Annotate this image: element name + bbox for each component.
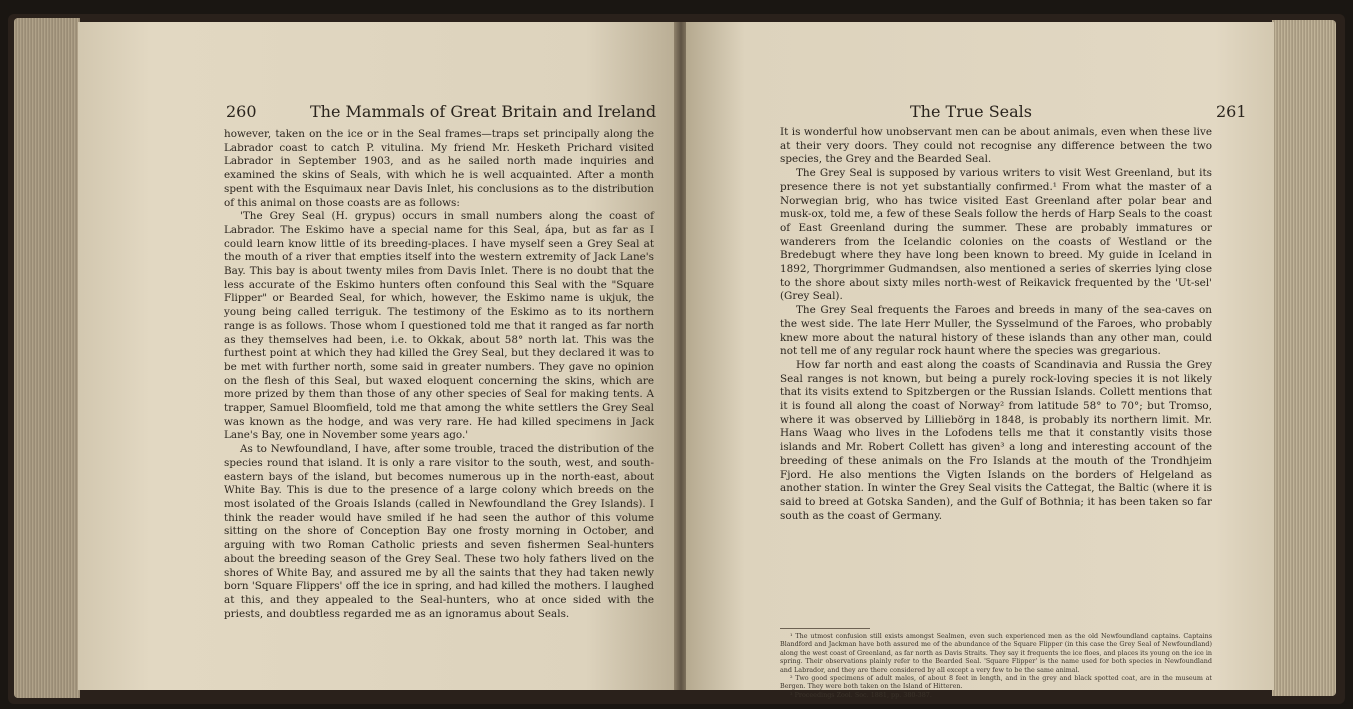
left-paragraph: As to Newfoundland, I have, after some trouble, traced the distribution of the species round that island. It is only a rare visitor to the south, west, and south-eastern bays of the island, but becomes numerous up in the north-east, about White Bay. This is due to the presence of a large colony which breeds on the most isolated of the Groais Islands (called in Newfoundland the Grey Islands). I think the reader would have smiled if he had seen the author of this volume sitting on the shore of Conception Bay one frosty morning in October, and arguing with two Roman Catholic priests and seven fishermen Seal-hunters about the breeding season of the Grey Seal. These two holy fathers lived on the shores of White Bay, and assured me by all the saints that they had taken newly born 'Square Flippers' off the ice in spring, and had killed the mothers. I laughed at this, and they appealed to the Seal-hunters, who at once sided with the priests, and doubtless regarded me as an ignoramus about Seals. xyxy=(224,443,654,620)
right-page-number: 261 xyxy=(1216,102,1247,121)
right-running-head: The True Seals xyxy=(910,102,1033,121)
right-page-edges xyxy=(1272,20,1336,696)
footnote: ² Two good specimens of adult males, of about 8 feet in length, and in the grey and black spotted coat, are in the museum at Bergen. They were both taken on the Island of Hitteren. xyxy=(780,674,1212,691)
left-running-head: The Mammals of Great Britain and Ireland xyxy=(310,102,657,121)
left-paragraph: however, taken on the ice or in the Seal frames—traps set principally along the Labrador coast to catch P. vitulina. My friend Mr. Hesketh Prichard visited Labrador in September 1903, and as he sailed north made inquiries and examined the skins of Seals, with which he is well acquainted. After a month spent with the Esquimaux near Davis Inlet, his conclusions as to the distribution of this animal on those coasts are as follows: xyxy=(224,128,654,209)
right-footnotes xyxy=(780,632,1212,699)
left-paragraph: 'The Grey Seal (H. grypus) occurs in small numbers along the coast of Labrador. The Eskimo have a special name for this Seal, ápa, but as far as I could learn know little of its breeding-places. I have myself seen a Grey Seal at the mouth of a river that empties itself into the western extremity of Jack Lane's Bay. This bay is about twenty miles from Davis Inlet. There is no doubt that the less accurate of the Eskimo hunters often confound this Seal with the "Square Flipper" or Bearded Seal, for which, however, the Eskimo name is ukjuk, the young being called terriguk. The testimony of the Eskimo as to its northern range is as follows. Those whom I questioned told me that it ranged as far north as they themselves had been, i.e. to Okkak, about 58° north lat. This was the furthest point at which they had killed the Grey Seal, but they declared it was to be met with further north, some said in greater numbers. They gave no opinion on the flesh of this Seal, but waxed eloquent concerning the skins, which are more prized by them than those of any other species of Seal for making tents. A trapper, Samuel Bloomfield, told me that among the white settlers the Grey Seal was known as the hodge, and was very rare. He had killed specimens in Jack Lane's Bay, one in November some years ago.' xyxy=(224,210,654,442)
right-body-text xyxy=(780,126,1212,523)
footnote-rule xyxy=(780,628,870,629)
left-page-number: 260 xyxy=(226,102,257,121)
left-body-text xyxy=(224,128,654,621)
right-page xyxy=(686,22,1274,699)
right-paragraph: The Grey Seal is supposed by various writers to visit West Greenland, but its presence there is not yet substantially confirmed.¹ From what the master of a Norwegian brig, who has twice visited East Greenland after polar bear and musk-ox, told me, a few of these Seals follow the herds of Harp Seals to the coast of East Greenland during the summer. These are probably immatures or wanderers from the Icelandic colonies on the coasts of Westland or the Bredebugt where they have long been known to breed. My guide in Iceland in 1892, Thorgrimmer Gudmandsen, also mentioned a series of skerries lying close to the shore about sixty miles north-west of Reikavick frequented by the 'Ut-sel' (Grey Seal). xyxy=(780,167,1212,303)
left-page xyxy=(78,22,676,690)
footnote: ¹ The utmost confusion still exists amongst Sealmen, even such experienced men as the old Newfoundland captains. Captains Blandford and Jackman have both assured me of the abundance of the Square Flipper (in this case the Grey Seal of Newfoundland) along the west coast of Greenland, as far north as Davis Straits. They say it frequents the ice floes, and places its young on the ice in spring. Their observations plainly refer to the Bearded Seal. 'Square Flipper' is the name used for both species in Newfoundland and Labrador, and they are there considered by all except a very few to be the same animal. xyxy=(780,632,1212,674)
right-paragraph: How far north and east along the coasts of Scandinavia and Russia the Grey Seal ranges is not known, but being a purely rock-loving species it is not likely that its visits extend to Spitzbergen or the Russian Islands. Collett mentions that it is found all along the coast of Norway² from latitude 58° to 70°; but Tromso, where it was observed by Lilliebörg in 1848, is probably its northern limit. Mr. Hans Waag who lives in the Lofodens tells me that it constantly visits those islands and Mr. Robert Collett has given³ a long and interesting account of the breeding of these animals on the Fro Islands at the mouth of the Trondhjeim Fjord. He also mentions the Vigten Islands on the borders of Helgeland as another station. In winter the Grey Seal visits the Cattegat, the Baltic (where it is said to breed at Gotska Sanden), and the Gulf of Bothnia; it has been taken so far south as the coast of Germany. xyxy=(780,358,1212,522)
left-page-edges xyxy=(14,18,80,698)
footnote: ³ Proceedings Zool. Soc. 1881, pp. 380-387. xyxy=(790,690,932,699)
right-paragraph: It is wonderful how unobservant men can be about animals, even when these live at their very doors. They could not recognise any difference between the two species, the Grey and the Bearded Seal. xyxy=(780,126,1212,166)
right-paragraph: The Grey Seal frequents the Faroes and breeds in many of the sea-caves on the west side. The late Herr Muller, the Sysselmund of the Faroes, who probably knew more about the natural history of these islands than any other man, could not tell me of any regular rock haunt where the species was gregarious. xyxy=(780,304,1212,358)
